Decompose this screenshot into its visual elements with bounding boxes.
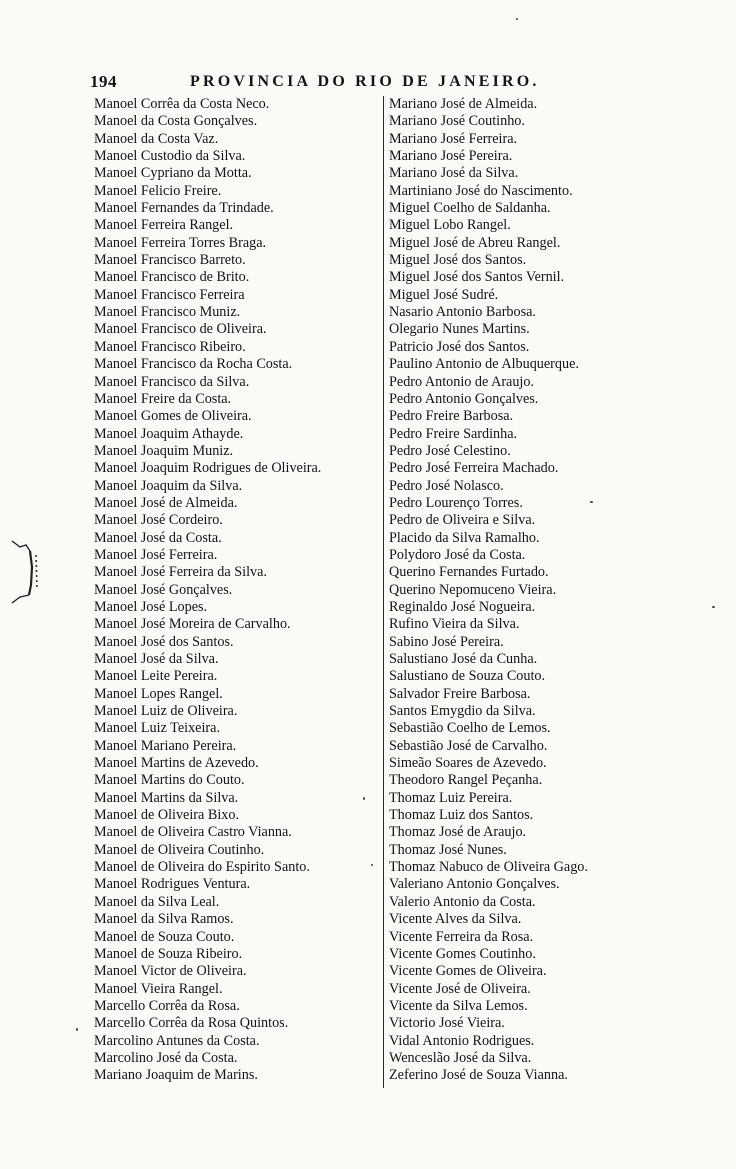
list-item: Marcolino Antunes da Costa.: [94, 1032, 260, 1049]
list-item: Reginaldo José Nogueira.: [389, 598, 536, 615]
list-item: Manoel Custodio da Silva.: [94, 148, 246, 165]
list-item: Sebastião José de Carvalho.: [389, 737, 548, 754]
list-item: Manoel Joaquim Muniz.: [94, 442, 234, 459]
list-item: Thomaz José Nunes.: [389, 841, 507, 858]
list-item: Manoel José da Silva.: [94, 651, 219, 667]
list-item: Miguel Lobo Rangel.: [389, 217, 511, 234]
list-item: Manoel José Gonçalves.: [94, 581, 233, 598]
list-item: Manoel Luiz Teixeira.: [94, 720, 220, 737]
list-item: Manoel José de Almeida.: [94, 494, 238, 511]
list-item: Manoel de Souza Couto.: [94, 928, 235, 945]
list-item: Manoel da Costa Gonçalves.: [94, 113, 258, 130]
list-item: Marcello Corrêa da Rosa.: [94, 997, 240, 1014]
list-item: Pedro Lourenço Torres.: [389, 494, 523, 511]
right-name-column: [389, 96, 644, 1085]
list-item: Manoel de Souza Ribeiro.: [94, 945, 243, 962]
list-item: Mariano José Ferreira.: [389, 130, 518, 147]
list-item: Mariano José Pereira.: [389, 148, 513, 165]
margin-bracket-mark: [6, 537, 46, 607]
list-item: Mariano Joaquim de Marins.: [94, 1067, 258, 1084]
list-item: Manoel Martins de Azevedo.: [94, 755, 259, 772]
list-item: Zeferino José de Souza Vianna.: [389, 1067, 568, 1084]
list-item: Valeriano Antonio Gonçalves.: [389, 876, 560, 893]
list-item: Manoel Francisco Muniz.: [94, 304, 241, 321]
list-item: Pedro Antonio Gonçalves.: [389, 390, 539, 407]
list-item: Manoel de Oliveira Coutinho.: [94, 841, 265, 858]
list-item: Thomaz Luiz Pereira.: [389, 789, 513, 806]
list-item: Manoel Joaquim Athayde.: [94, 425, 244, 442]
page-number: 194: [90, 72, 117, 91]
list-item: Manoel Freire da Costa.: [94, 390, 232, 407]
list-item: Manoel Francisco Ribeiro.: [94, 338, 246, 355]
list-item: Martiniano José do Nascimento.: [389, 182, 573, 199]
list-item: Wenceslão José da Silva.: [389, 1049, 532, 1066]
list-item: Manoel de Oliveira Bixo.: [94, 807, 239, 824]
list-item: Pedro José Ferreira Machado.: [389, 460, 559, 477]
left-name-column: [94, 96, 382, 1085]
list-item: Pedro Freire Barbosa.: [389, 408, 514, 425]
list-item: Manoel José Lopes.: [94, 598, 208, 615]
list-item: Manoel Vieira Rangel.: [94, 980, 223, 997]
list-item: Manoel Francisco da Silva.: [94, 373, 250, 390]
list-item: Pedro Freire Sardinha.: [389, 425, 518, 442]
list-item: Mariano José da Silva.: [389, 165, 519, 182]
list-item: Miguel Coelho de Saldanha.: [389, 200, 551, 217]
list-item: Salustiano José da Cunha.: [389, 651, 538, 667]
list-item: Miguel José de Abreu Rangel.: [389, 234, 561, 251]
list-item: Valerio Antonio da Costa.: [389, 893, 536, 910]
list-item: Miguel José Sudré.: [389, 286, 499, 303]
list-item: Mariano José de Almeida.: [389, 96, 538, 112]
list-item: Manoel Joaquim da Silva.: [94, 477, 243, 494]
list-item: Manoel José dos Santos.: [94, 633, 234, 650]
list-item: Querino Nepomuceno Vieira.: [389, 581, 557, 598]
list-item: Manoel Ferreira Torres Braga.: [94, 234, 267, 251]
list-item: Vicente Gomes de Oliveira.: [389, 963, 547, 980]
list-item: Manoel Mariano Pereira.: [94, 737, 237, 754]
list-item: Thomaz Luiz dos Santos.: [389, 807, 534, 824]
ink-speck: [76, 1028, 78, 1031]
ink-speck: [712, 606, 715, 608]
list-item: Marcolino José da Costa.: [94, 1049, 238, 1066]
list-item: Manoel Fernandes da Trindade.: [94, 200, 274, 217]
list-item: Vicente Alves da Silva.: [389, 911, 522, 928]
list-item: Manoel Leite Pereira.: [94, 668, 218, 685]
list-item: Manoel José Ferreira.: [94, 546, 218, 563]
list-item: Manoel José Cordeiro.: [94, 512, 223, 529]
column-divider: [383, 96, 384, 1088]
list-item: Manoel Francisco da Rocha Costa.: [94, 356, 293, 373]
list-item: Miguel José dos Santos Vernil.: [389, 269, 565, 286]
list-item: Vidal Antonio Rodrigues.: [389, 1032, 535, 1049]
list-item: Placido da Silva Ramalho.: [389, 529, 540, 546]
list-item: Manoel José Moreira de Carvalho.: [94, 616, 291, 633]
list-item: Manoel Francisco de Brito.: [94, 269, 250, 286]
list-item: Pedro Antonio de Araujo.: [389, 373, 535, 390]
list-item: Rufino Vieira da Silva.: [389, 616, 520, 633]
list-item: Victorio José Vieira.: [389, 1015, 505, 1032]
list-item: Manoel de Oliveira Castro Vianna.: [94, 824, 292, 841]
list-item: Thomaz José de Araujo.: [389, 824, 527, 841]
list-item: Mariano José Coutinho.: [389, 113, 525, 130]
list-item: Manoel Cypriano da Motta.: [94, 165, 252, 182]
list-item: Manoel de Oliveira do Espirito Santo.: [94, 859, 310, 876]
list-item: Vicente Ferreira da Rosa.: [389, 928, 534, 945]
list-item: Manoel Felicio Freire.: [94, 182, 222, 199]
list-item: Manoel Victor de Oliveira.: [94, 963, 247, 980]
list-item: Marcello Corrêa da Rosa Quintos.: [94, 1015, 289, 1032]
list-item: Manoel Luiz de Oliveira.: [94, 703, 238, 720]
list-item: Manoel Joaquim Rodrigues de Oliveira.: [94, 460, 322, 477]
page-title: PROVINCIA DO RIO DE JANEIRO.: [190, 73, 540, 90]
list-item: Patricio José dos Santos.: [389, 338, 530, 355]
list-item: Thomaz Nabuco de Oliveira Gago.: [389, 859, 588, 876]
list-item: Manoel Lopes Rangel.: [94, 685, 223, 702]
list-item: Manoel Ferreira Rangel.: [94, 217, 234, 234]
list-item: Manoel Martins do Couto.: [94, 772, 245, 789]
list-item: Paulino Antonio de Albuquerque.: [389, 356, 579, 373]
list-item: Sabino José Pereira.: [389, 633, 504, 650]
list-item: Polydoro José da Costa.: [389, 546, 526, 563]
list-item: Santos Emygdio da Silva.: [389, 703, 536, 720]
list-item: Salustiano de Souza Couto.: [389, 668, 546, 685]
list-item: Querino Fernandes Furtado.: [389, 564, 549, 581]
list-item: Manoel Martins da Silva.: [94, 789, 239, 806]
list-item: Manoel Gomes de Oliveira.: [94, 408, 252, 425]
list-item: Manoel Corrêa da Costa Neco.: [94, 96, 270, 112]
list-item: Manoel da Costa Vaz.: [94, 130, 219, 147]
list-item: Sebastião Coelho de Lemos.: [389, 720, 551, 737]
list-item: Vicente da Silva Lemos.: [389, 997, 528, 1014]
list-item: Pedro José Nolasco.: [389, 477, 504, 494]
list-item: Theodoro Rangel Peçanha.: [389, 772, 543, 789]
list-item: Nasario Antonio Barbosa.: [389, 304, 536, 321]
list-item: Olegario Nunes Martins.: [389, 321, 530, 338]
list-item: Manoel Francisco de Oliveira.: [94, 321, 267, 338]
list-item: Manoel José da Costa.: [94, 529, 222, 546]
list-item: Manoel da Silva Ramos.: [94, 911, 234, 928]
list-item: Vicente Gomes Coutinho.: [389, 945, 536, 962]
list-item: Manoel Francisco Ferreira: [94, 286, 245, 303]
list-item: Simeão Soares de Azevedo.: [389, 755, 547, 772]
list-item: Manoel José Ferreira da Silva.: [94, 564, 267, 581]
list-item: Pedro José Celestino.: [389, 442, 511, 459]
list-item: Manoel Francisco Barreto.: [94, 252, 246, 269]
list-item: Salvador Freire Barbosa.: [389, 685, 531, 702]
list-item: Miguel José dos Santos.: [389, 252, 527, 269]
list-item: Manoel da Silva Leal.: [94, 893, 220, 910]
list-item: Vicente José de Oliveira.: [389, 980, 531, 997]
list-item: Manoel Rodrigues Ventura.: [94, 876, 251, 893]
list-item: Pedro de Oliveira e Silva.: [389, 512, 536, 529]
ink-speck: [516, 18, 518, 20]
